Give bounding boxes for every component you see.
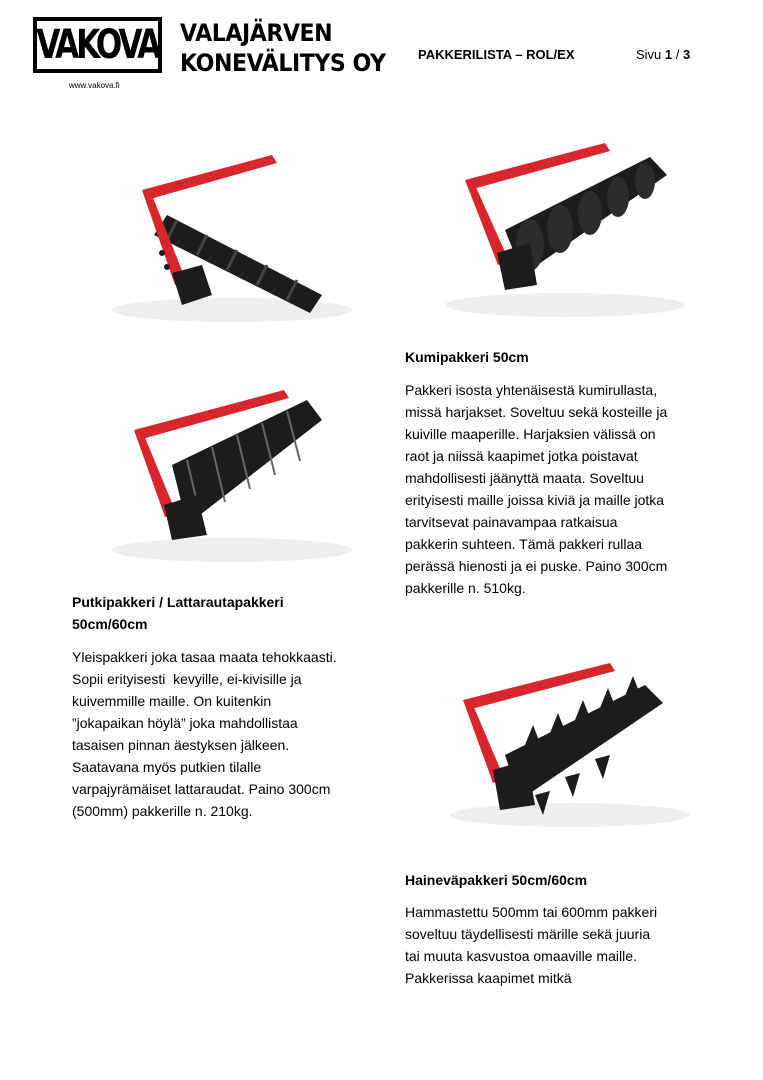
rubber-packer-description <box>405 379 667 599</box>
description-line: varpajyrämäiset lattaraudat. Paino 300cm <box>72 781 331 797</box>
shark-fin-packer-image <box>405 645 690 845</box>
description-line: perässä hienosti ja ei puske. Paino 300cm <box>405 558 668 574</box>
tube-packer-heading-line2: 50cm/60cm <box>72 616 148 632</box>
description-line: kuiville maaperille. Harjaksien välissä on <box>405 426 656 442</box>
description-line: raot ja niissä kaapimet jotka poistavat <box>405 448 638 464</box>
shark-fin-packer-heading: Haineväpakkeri 50cm/60cm <box>405 872 588 888</box>
description-line: kuivemmille maille. On kuitenkin <box>72 693 272 709</box>
tube-packer-image-1 <box>72 135 362 335</box>
page-total: 3 <box>682 47 691 62</box>
tube-packer-image-2 <box>72 365 362 570</box>
page-prefix: Sivu <box>636 47 665 62</box>
page-separator: / <box>672 47 683 62</box>
description-line: Pakkeri isosta yhtenäisestä kumirullasta, <box>405 382 658 398</box>
company-logo <box>33 17 162 73</box>
company-name <box>180 18 386 78</box>
rubber-packer-image <box>405 125 690 325</box>
tube-packer-heading-line1: Putkipakkeri / Lattarautapakkeri <box>72 594 284 610</box>
tube-packer-description <box>72 646 337 822</box>
logo-text: VAKOVA <box>36 22 159 68</box>
description-line: Pakkerissa kaapimet mitkä <box>405 970 572 986</box>
description-line: Hammastettu 500mm tai 600mm pakkeri <box>405 904 658 920</box>
description-line: ”jokapaikan höylä” joka mahdollistaa <box>72 715 298 731</box>
tube-packer-heading <box>72 591 284 635</box>
shark-fin-packer-description <box>405 901 657 989</box>
description-line: mahdollisesti jäänyttä maata. Soveltuu <box>405 470 644 486</box>
description-line: tai muuta kasvustoa omaaville maille. <box>405 948 637 964</box>
company-name-line2: KONEVÄLITYS OY <box>180 49 386 77</box>
description-line: pakkerin suhteen. Tämä pakkeri rullaa <box>405 536 643 552</box>
description-line: missä harjakset. Soveltuu sekä kosteille ja <box>405 404 668 420</box>
description-line: Sopii erityisesti kevyille, ei-kivisille ja <box>72 671 302 687</box>
description-line: erityisesti maille joissa kiviä ja maille jotka <box>405 492 665 508</box>
page-number <box>636 47 690 62</box>
document-title: PAKKERILISTA – ROL/EX <box>418 47 575 62</box>
description-line: (500mm) pakkerille n. 210kg. <box>72 803 253 819</box>
description-line: Saatavana myös putkien tilalle <box>72 759 262 775</box>
description-line: tarvitsevat painavampaa ratkaisua <box>405 514 618 530</box>
website-url: www.vakova.fi <box>69 81 120 90</box>
company-name-line1: VALAJÄRVEN <box>180 19 333 47</box>
page-current: 1 <box>664 47 673 62</box>
description-line: soveltuu täydellisesti märille sekä juuria <box>405 926 651 942</box>
rubber-packer-heading: Kumipakkeri 50cm <box>405 349 529 365</box>
description-line: pakkerille n. 510kg. <box>405 580 526 596</box>
description-line: Yleispakkeri joka tasaa maata tehokkaasti. <box>72 649 337 665</box>
description-line: tasaisen pinnan äestyksen jälkeen. <box>72 737 290 753</box>
